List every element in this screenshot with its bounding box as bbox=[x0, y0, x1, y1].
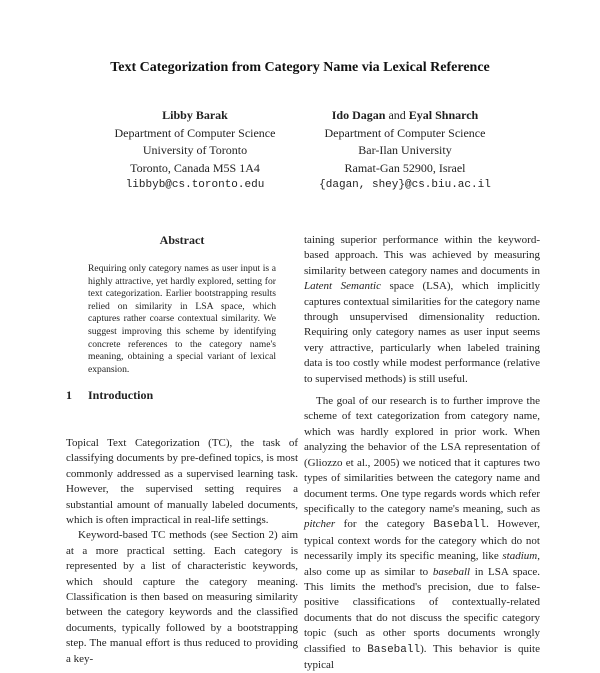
author-name: Ido Dagan bbox=[331, 108, 386, 122]
text-run: space (LSA), which implicitly captures contextual similarities for the category name through unsupervised dimensionality reduction. Requiring only category names as user input seems very attractive, particularly when labeled training data is too costly while modest performance (relative to supervised methods) is still useful. bbox=[304, 280, 540, 385]
text-run: The goal of our research is to further improve the scheme of text categorization from category name, which was hardly explored in prior work. When analyzing the behavior of the LSA representation of (Gliozzo et al., 2005) we noticed that it captures two types of similarities between the category name and document terms. One type regards words which refer specifically to the category name's meaning, such as bbox=[304, 395, 540, 515]
body-paragraph bbox=[304, 233, 540, 387]
text-run: , also come up as similar to bbox=[304, 550, 540, 578]
author-name: Libby Barak bbox=[162, 108, 228, 122]
abstract-heading: Abstract bbox=[159, 233, 205, 247]
emphasis-run: Latent Semantic bbox=[304, 280, 381, 293]
author-name: Eyal Shnarch bbox=[408, 108, 479, 122]
emphasis-run: pitcher bbox=[304, 518, 336, 531]
author-department: Department of Computer Science bbox=[114, 125, 276, 140]
author-institution: Bar-Ilan University bbox=[358, 143, 452, 157]
code-run: Baseball bbox=[433, 519, 487, 532]
body-paragraph: Keyword-based TC methods (see Section 2) aim at a more practical setting. Each category is represented by a list of characteristic keywords, which should capture the category meaning. Classification is then based on measuring similarity between the category keywords and the classified documents, typically followed by a bootstrapping step. The manual effort is thus reduced to providing a key- bbox=[66, 529, 298, 665]
author-email: {dagan, shey}@cs.biu.ac.il bbox=[319, 179, 491, 191]
text-run: ). This behavior is quite typical bbox=[304, 642, 540, 671]
section-title: Introduction bbox=[88, 388, 154, 402]
text-run: for the category bbox=[335, 518, 434, 531]
body-paragraph bbox=[304, 394, 540, 673]
code-run: Baseball bbox=[367, 643, 421, 656]
text-run: in LSA space. This limits the method's precision, due to false-positive classifications of contextually-related documents that do not discuss the specific category topic (such as other sports documents wrongly classified to bbox=[304, 565, 540, 655]
paper-title: Text Categorization from Category Name via Lexical Reference bbox=[110, 60, 490, 75]
author-location: Toronto, Canada M5S 1A4 bbox=[130, 160, 260, 175]
left-column-body bbox=[66, 436, 298, 667]
author-location: Ramat-Gan 52900, Israel bbox=[344, 160, 466, 175]
text-run: taining superior performance within the keyword-based approach. This was achieved by measuring similarity between category names and documents in bbox=[304, 234, 540, 277]
body-paragraph: Topical Text Categorization (TC), the task of classifying documents by pre-defined topics, is most commonly addressed as a supervised learning task. However, the supervised setting requires a substantial amount of manually labeled documents, which is often impractical in real-life settings. bbox=[66, 437, 298, 527]
abstract-text: Requiring only category names as user input is a highly attractive, yet hardly explored, setting for text categorization. Earlier bootstrapping results relied on similarity in LSA space, which captures rather coarse contextual similarity. We suggest improving this scheme by identifying concrete references to the category name's meaning, obtaining a special variant of lexical expansion. bbox=[88, 263, 276, 375]
author-block-2 bbox=[290, 107, 520, 195]
author-block-1 bbox=[95, 107, 295, 195]
section-number: 1 bbox=[66, 388, 72, 402]
emphasis-run: baseball bbox=[432, 565, 471, 578]
right-column-body bbox=[304, 233, 540, 673]
emphasis-run: stadium bbox=[502, 550, 538, 563]
author-connector: and bbox=[388, 108, 406, 122]
section-heading bbox=[66, 388, 153, 403]
author-department: Department of Computer Science bbox=[324, 125, 486, 140]
text-run: . However, typical context words for the category which do not necessarily imply its specific meaning, like bbox=[304, 518, 540, 563]
author-email: libbyb@cs.toronto.edu bbox=[125, 179, 265, 191]
author-names-line bbox=[290, 107, 520, 125]
author-institution: University of Toronto bbox=[142, 143, 248, 157]
